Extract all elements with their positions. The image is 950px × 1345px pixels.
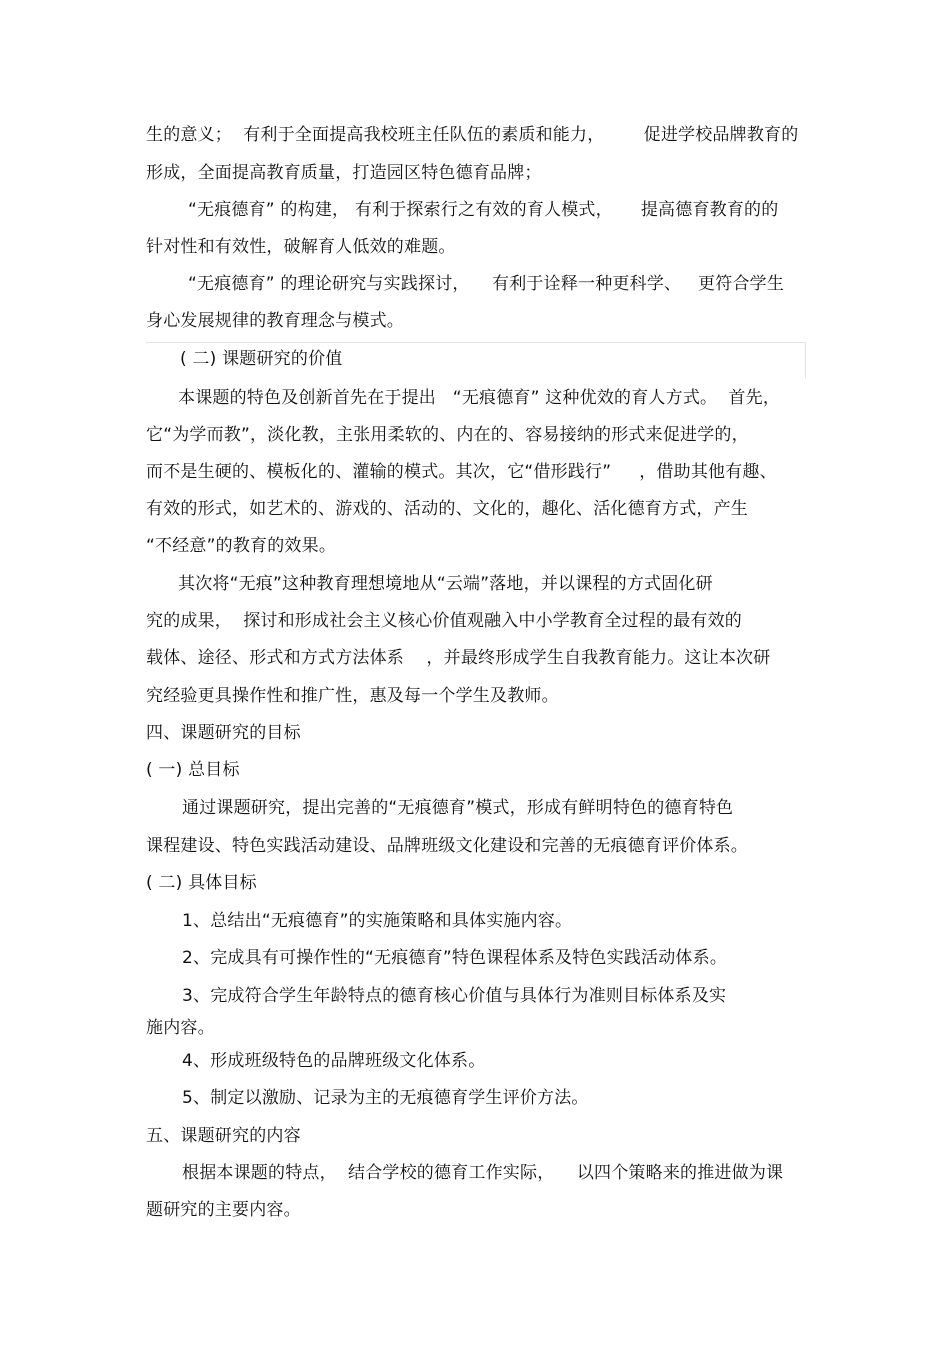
list-item-continuation: 施内容。	[146, 1018, 215, 1038]
section-heading: 四、课题研究的目标	[146, 723, 301, 743]
list-item: 1、总结出“无痕德育”的实施策略和具体实施内容。	[182, 911, 573, 931]
subsection-heading: ( 二) 具体目标	[146, 873, 257, 893]
paragraph-line: 其次将“无痕”这种教育理想境地从“云端”落地，并以课程的方式固化研	[178, 574, 713, 594]
list-item: 5、制定以激励、记录为主的无痕德育学生评价方法。	[182, 1088, 589, 1108]
paragraph-line: 形成，全面提高教育质量，打造园区特色德育品牌；	[146, 163, 542, 183]
paragraph-line: 题研究的主要内容。	[146, 1200, 301, 1220]
paragraph-line: 本课题的特色及创新首先在于提出 “无痕德育” 这种优效的育人方式。 首先，	[178, 388, 781, 408]
paragraph-line: “无痕德育” 的构建， 有利于探索行之有效的育人模式， 提高德育教育的的	[188, 200, 779, 220]
section-heading: 五、课题研究的内容	[146, 1126, 301, 1146]
subsection-heading: ( 一) 总目标	[146, 760, 240, 780]
list-item: 3、完成符合学生年龄特点的德育核心价值与具体行为准则目标体系及实	[182, 986, 727, 1006]
paragraph-line: 课程建设、特色实践活动建设、品牌班级文化建设和完善的无痕德育评价体系。	[146, 836, 748, 856]
paragraph-line: 它“为学而教”，淡化教，主张用柔软的、内在的、容易接纳的形式来促进学的，	[146, 425, 749, 445]
paragraph-line: 针对性和有效性，破解育人低效的难题。	[146, 237, 456, 257]
paragraph-line: “无痕德育” 的理论研究与实践探讨， 有利于诠释一种更科学、 更符合学生	[188, 274, 785, 294]
paragraph-line: 生的意义； 有利于全面提高我校班主任队伍的素质和能力， 促进学校品牌教育的	[146, 125, 799, 145]
list-item: 2、完成具有可操作性的“无痕德育”特色课程体系及特色实践活动体系。	[182, 948, 728, 968]
paragraph-line: 有效的形式，如艺术的、游戏的、活动的、文化的，趣化、活化德育方式，产生	[146, 499, 748, 519]
paragraph-line: 究的成果， 探讨和形成社会主义核心价值观融入中小学教育全过程的最有效的	[146, 611, 743, 631]
paragraph-line: “不经意”的教育的效果。	[146, 536, 337, 556]
paragraph-line: 根据本课题的特点， 结合学校的德育工作实际， 以四个策略来的推进做为课	[182, 1163, 784, 1183]
paragraph-line: 究经验更具操作性和推广性，惠及每一个学生及教师。	[146, 686, 559, 706]
list-item: 4、形成班级特色的品牌班级文化体系。	[182, 1051, 486, 1071]
section-heading: ( 二) 课题研究的价值	[180, 349, 343, 369]
paragraph-line: 而不是生硬的、模板化的、灌输的模式。其次，它“借形践行” ，借助其他有趣、	[146, 462, 777, 482]
paragraph-line: 身心发展规律的教育理念与模式。	[146, 311, 404, 331]
paragraph-line: 载体、途径、形式和方式方法体系 ，并最终形成学生自我教育能力。这让本次研	[146, 648, 771, 668]
paragraph-line: 通过课题研究，提出完善的“无痕德育”模式，形成有鲜明特色的德育特色	[182, 798, 734, 818]
